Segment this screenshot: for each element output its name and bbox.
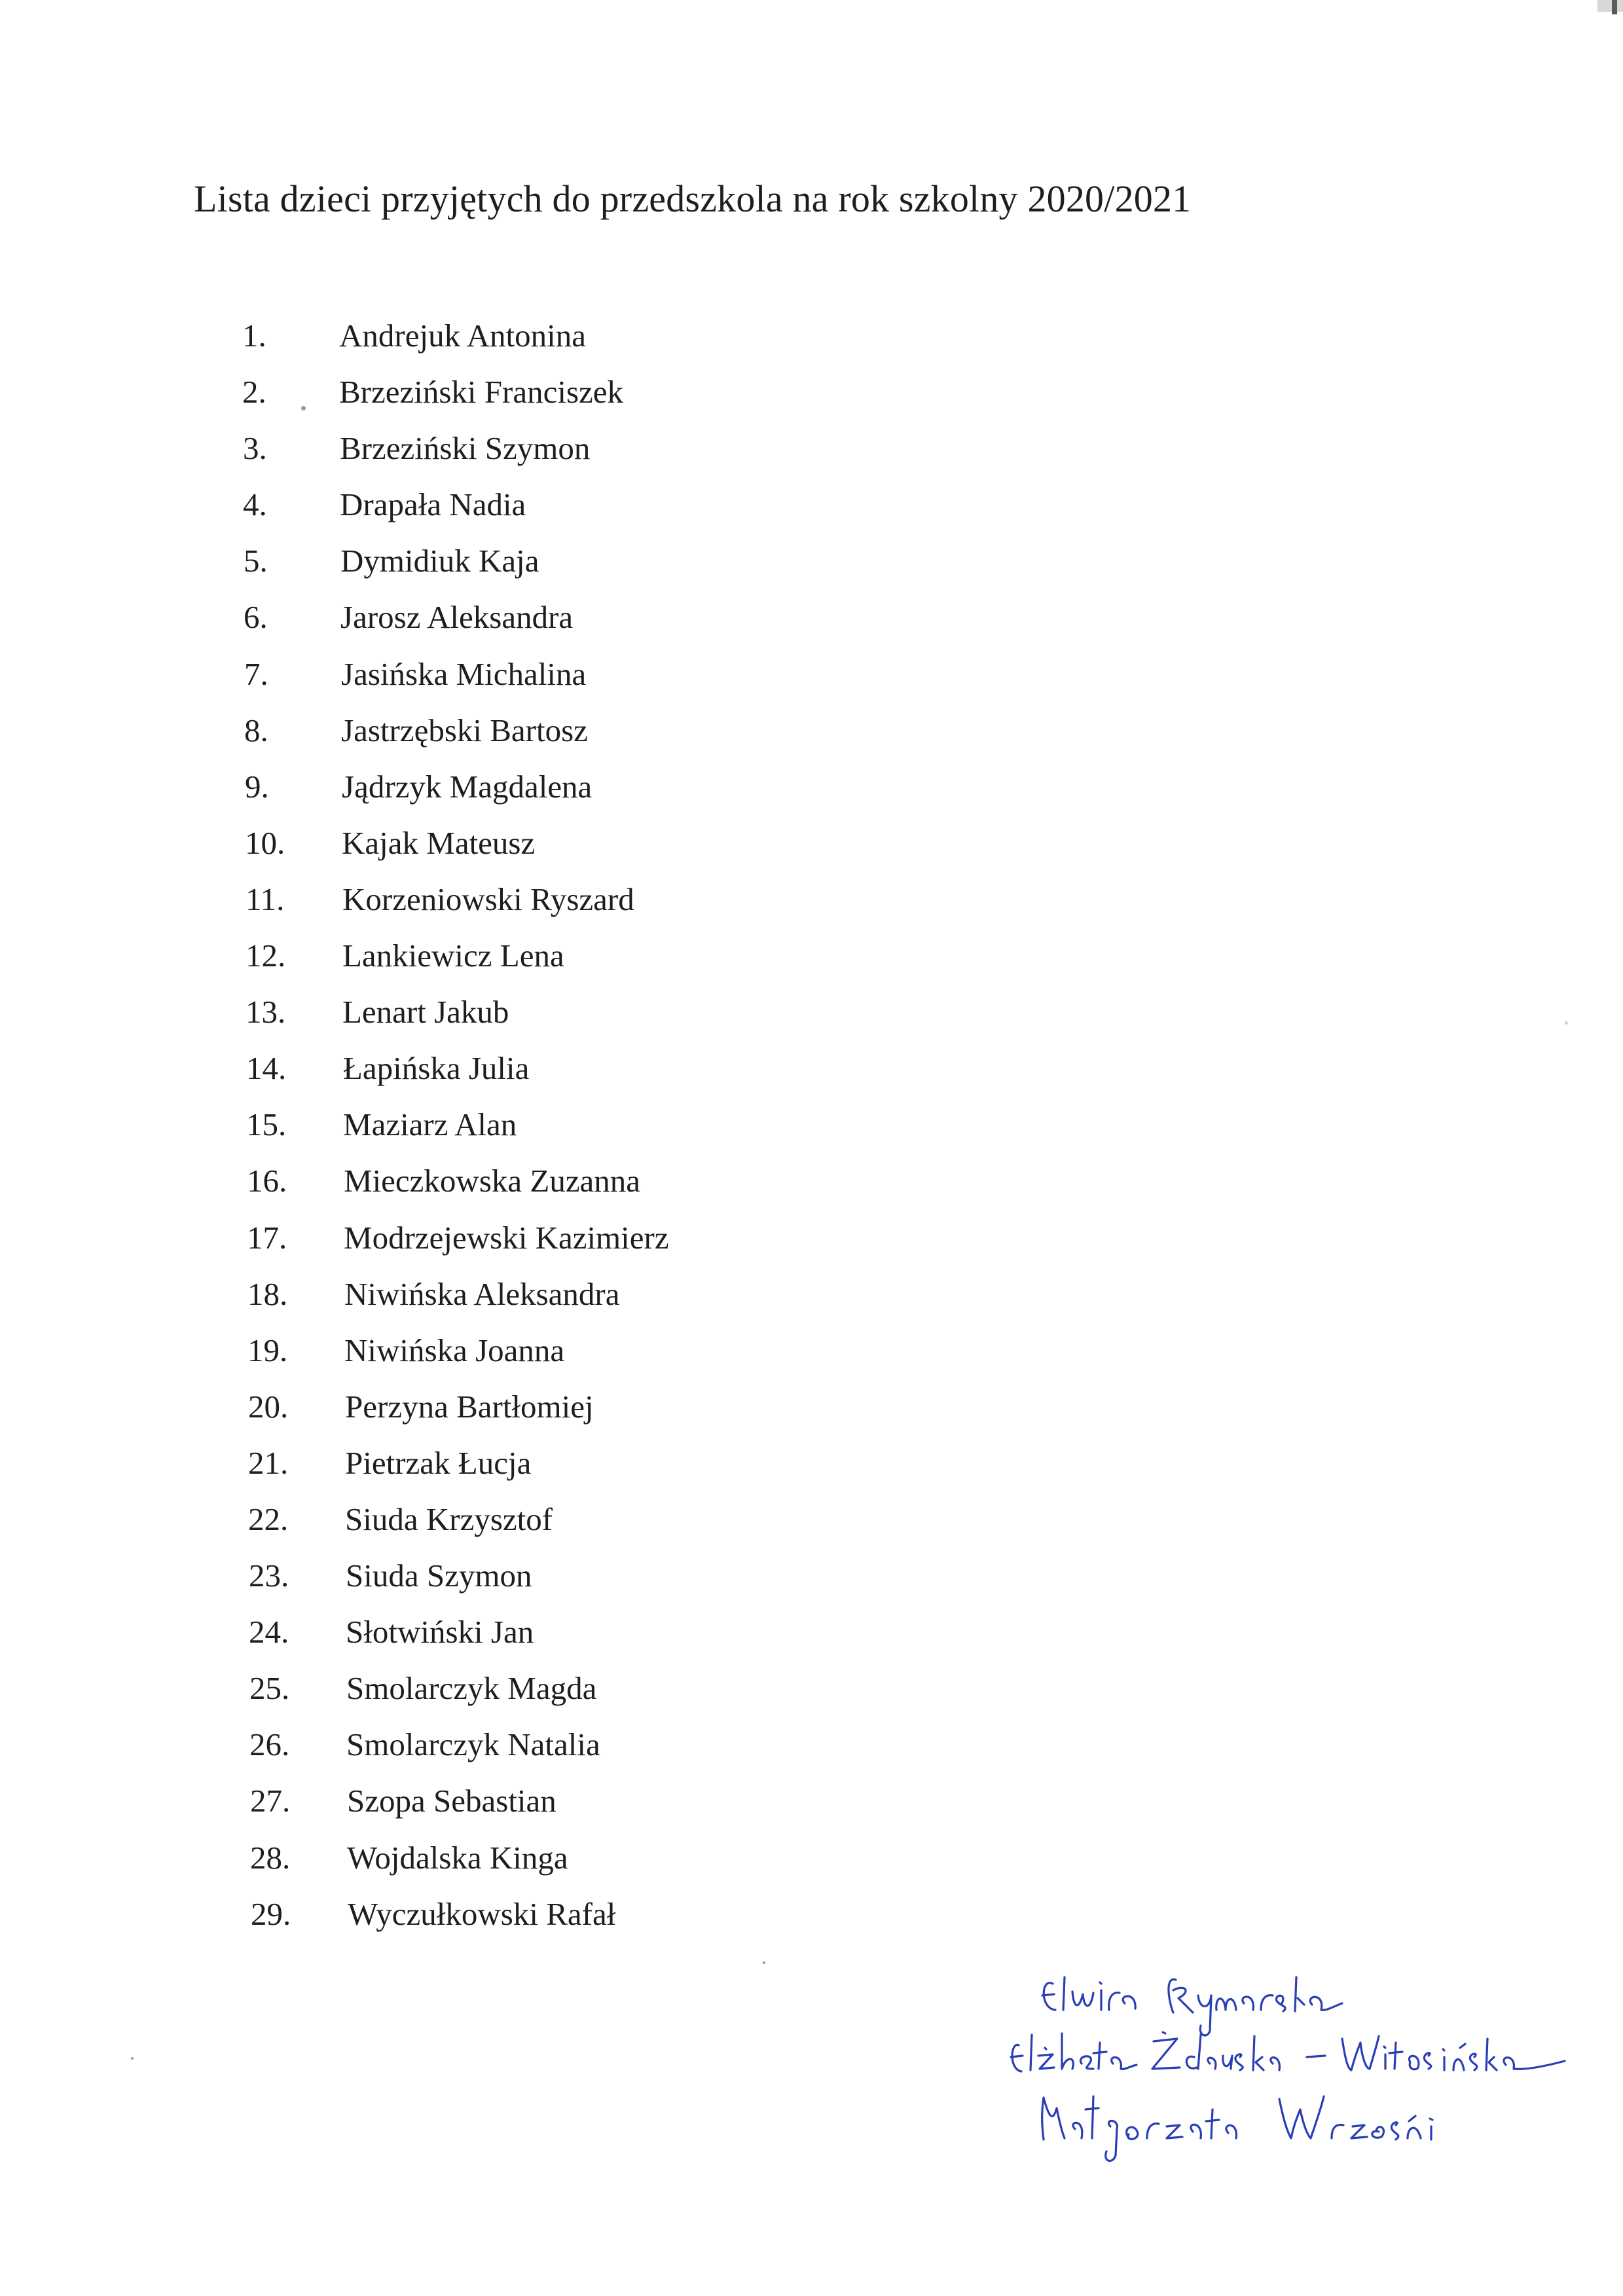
list-item-name: Smolarczyk Natalia [346, 1726, 600, 1763]
children-list [0, 308, 917, 1942]
list-item [0, 871, 917, 928]
list-item-number: 2. [242, 374, 266, 410]
signature-drawing [1002, 1958, 1617, 2174]
list-item-number: 19. [247, 1332, 288, 1368]
list-item-number: 15. [246, 1106, 287, 1143]
list-item-name: Szopa Sebastian [347, 1783, 556, 1819]
document-title: Lista dzieci przyjętych do przedszkola na rok szkolny 2020/2021 [194, 177, 1192, 220]
list-item-name: Łapińska Julia [343, 1050, 530, 1087]
scan-speck [1565, 1021, 1568, 1025]
list-item [0, 1660, 917, 1717]
list-item [0, 759, 917, 815]
list-item-name: Dymidiuk Kaja [340, 543, 539, 579]
list-item [0, 928, 917, 984]
handwritten-signatures [1002, 1958, 1617, 2174]
list-item-number: 28. [250, 1839, 291, 1876]
list-item-number: 26. [249, 1726, 290, 1763]
list-item-name: Wyczułkowski Rafał [348, 1895, 616, 1932]
list-item [0, 1491, 917, 1548]
list-item-number: 11. [246, 881, 285, 917]
list-item-number: 5. [244, 543, 268, 579]
list-item-number: 21. [248, 1444, 289, 1481]
list-item-number: 13. [246, 994, 286, 1030]
list-item-name: Brzeziński Franciszek [339, 374, 624, 410]
list-item-name: Słotwiński Jan [346, 1614, 534, 1650]
list-item-name: Drapała Nadia [340, 486, 526, 523]
list-item [0, 984, 917, 1040]
list-item-number: 18. [247, 1275, 288, 1312]
list-item-name: Kajak Mateusz [342, 824, 536, 861]
list-item-number: 12. [246, 938, 286, 974]
list-item [0, 1435, 917, 1491]
list-item-number: 16. [247, 1163, 287, 1199]
list-item-name: Siuda Krzysztof [345, 1501, 553, 1537]
list-item-number: 9. [245, 768, 269, 805]
list-item-name: Perzyna Bartłomiej [345, 1388, 594, 1425]
list-item [0, 1040, 917, 1097]
list-item [0, 1097, 917, 1153]
list-item [0, 1604, 917, 1660]
scan-edge-mark [1597, 0, 1623, 12]
list-item-name: Lenart Jakub [342, 994, 509, 1030]
list-item-name: Jasińska Michalina [341, 655, 587, 692]
list-item [0, 1379, 917, 1435]
list-item [0, 533, 917, 589]
list-item [0, 1266, 917, 1322]
list-item-number: 29. [251, 1895, 291, 1932]
scan-speck [301, 406, 306, 410]
list-item [0, 646, 917, 702]
list-item-number: 8. [244, 712, 268, 748]
list-item [0, 702, 917, 759]
list-item-number: 20. [248, 1388, 289, 1425]
list-item [0, 364, 917, 420]
scan-speck [763, 1961, 765, 1964]
scan-edge-tick [1612, 0, 1617, 14]
list-item-number: 10. [245, 824, 285, 861]
list-item [0, 1830, 917, 1886]
list-item-name: Niwińska Joanna [344, 1332, 565, 1368]
list-item [0, 1210, 917, 1266]
list-item-name: Andrejuk Antonina [339, 318, 586, 354]
list-item [0, 589, 917, 646]
list-item [0, 1773, 917, 1829]
list-item-name: Jądrzyk Magdalena [342, 768, 593, 805]
list-item-name: Modrzejewski Kazimierz [344, 1219, 669, 1256]
list-item [0, 815, 917, 871]
list-item-name: Niwińska Aleksandra [344, 1275, 620, 1312]
list-item-number: 14. [246, 1050, 287, 1087]
list-item [0, 308, 917, 364]
list-item-number: 23. [249, 1558, 289, 1594]
list-item-number: 24. [249, 1614, 289, 1650]
list-item-name: Siuda Szymon [346, 1558, 532, 1594]
list-item-name: Jarosz Aleksandra [340, 599, 574, 636]
list-item [0, 477, 917, 533]
list-item-number: 22. [248, 1501, 289, 1537]
list-item [0, 1717, 917, 1773]
list-item [0, 1886, 917, 1942]
list-item [0, 1322, 917, 1379]
list-item [0, 1548, 917, 1604]
list-item-name: Mieczkowska Zuzanna [344, 1163, 641, 1199]
list-item [0, 420, 917, 477]
list-item-name: Jastrzębski Bartosz [341, 712, 588, 748]
list-item-number: 7. [244, 655, 268, 692]
list-item-name: Maziarz Alan [343, 1106, 517, 1143]
list-item-number: 4. [243, 486, 267, 523]
scan-speck [131, 2057, 134, 2060]
list-item-number: 27. [250, 1783, 291, 1819]
list-item-number: 1. [242, 318, 266, 354]
list-item-name: Lankiewicz Lena [342, 938, 564, 974]
list-item-number: 6. [244, 599, 268, 636]
list-item-number: 3. [243, 430, 267, 467]
list-item-number: 17. [247, 1219, 287, 1256]
list-item-name: Smolarczyk Magda [346, 1670, 597, 1707]
list-item-number: 25. [249, 1670, 290, 1707]
list-item-name: Pietrzak Łucja [345, 1444, 532, 1481]
list-item-name: Wojdalska Kinga [347, 1839, 568, 1876]
list-item-name: Korzeniowski Ryszard [342, 881, 634, 917]
list-item [0, 1153, 917, 1209]
list-item-name: Brzeziński Szymon [340, 430, 591, 467]
